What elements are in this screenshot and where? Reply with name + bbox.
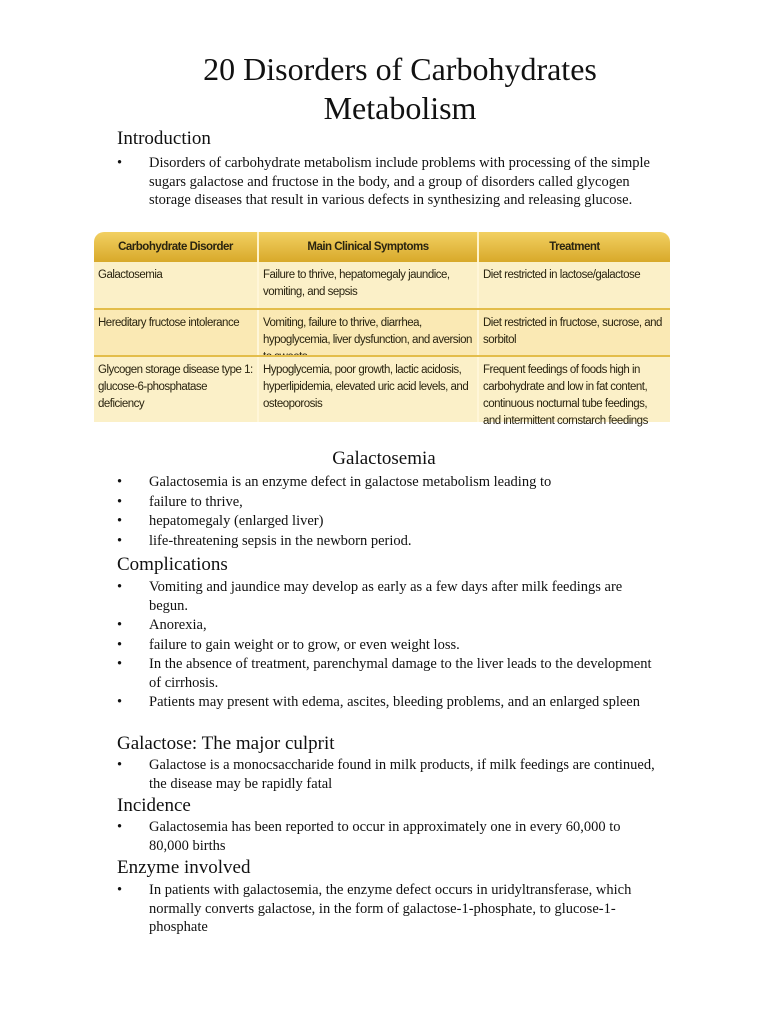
bullet-icon: • [117, 579, 123, 595]
list-item: • Galactose is a monocsaccharide found in milk products, if milk feedings are continued, the disease may be rapidly fatal [117, 757, 655, 792]
list-item: • Disorders of carbohydrate metabolism include problems with processing of the simple sugars galactose and fructose in the body, and a group of disorders called glycogen storage diseases that result in various defects in synthesizing and releasing glucose. [117, 155, 650, 208]
bullet-icon: • [117, 882, 123, 898]
table-cell: Frequent feedings of foods high in carbohydrate and low in fat content, continuous nocturnal tube feedings, and intermittent cornstarch feedings [483, 364, 648, 427]
table-cell: Galactosemia [94, 262, 259, 308]
bullet-icon: • [117, 532, 123, 549]
bullet-icon: • [117, 155, 123, 171]
incidence-list [117, 818, 662, 856]
list-item: • failure to gain weight or to grow, or even weight loss. [117, 636, 460, 653]
list-item: • Anorexia, [117, 617, 207, 633]
bullet-icon: • [117, 493, 123, 510]
table-cell: Diet restricted in lactose/galactose [483, 269, 641, 281]
list-item: • failure to thrive, [117, 493, 243, 510]
galactosemia-heading: Galactosemia [332, 448, 436, 469]
complications-list [117, 578, 662, 713]
bullet-icon: • [117, 636, 123, 653]
table-row [94, 357, 670, 427]
table-cell: Vomiting, failure to thrive, diarrhea, hypoglycemia, liver dysfunction, and aversion [259, 310, 479, 355]
introduction-list [117, 154, 662, 211]
table-header-row [94, 232, 670, 262]
table-row [94, 262, 670, 308]
table-header-symptoms: Main Clinical Symptoms [259, 232, 479, 262]
enzyme-heading: Enzyme involved [117, 857, 251, 878]
list-item: • Galactosemia is an enzyme defect in galactose metabolism leading to [117, 474, 552, 490]
table-cell: Diet restricted in fructose, sucrose, and sorbitol [483, 317, 662, 346]
list-item: • life-threatening sepsis in the newborn period. [117, 532, 412, 549]
table-cell: Hypoglycemia, poor growth, lactic acidosis, hyperlipidemia, elevated uric acid levels, and osteoporosis [259, 357, 479, 422]
bullet-icon: • [117, 656, 123, 672]
bullet-icon: • [117, 474, 123, 490]
introduction-heading: Introduction [117, 128, 211, 149]
table-header-disorder: Carbohydrate Disorder [94, 232, 259, 262]
culprit-heading: Galactose: The major culprit [117, 733, 335, 754]
galactosemia-list [117, 473, 662, 551]
table-cell: Hereditary fructose intolerance [94, 310, 259, 355]
culprit-list [117, 756, 662, 794]
bullet-icon: • [117, 757, 123, 773]
bullet-icon: • [117, 617, 123, 633]
list-item: • In the absence of treatment, parenchymal damage to the liver leads to the development of cirrhosis. [117, 656, 652, 691]
bullet-icon: • [117, 819, 123, 835]
bullet-icon: • [117, 694, 123, 710]
list-item: • Patients may present with edema, ascites, bleeding problems, and an enlarged spleen [117, 694, 640, 710]
table-cell: Glycogen storage disease type 1: glucose-6-phosphatase deficiency [94, 357, 259, 422]
document-title: 20 Disorders of Carbohydrates Metabolism [203, 51, 597, 126]
list-item: • hepatomegaly (enlarged liver) [117, 513, 324, 529]
list-item: • In patients with galactosemia, the enzyme defect occurs in uridyltransferase, which normally converts galactose, in the form of galactose-1-phosphate, to glucose-1-phosphate [117, 882, 632, 935]
table-row [94, 310, 670, 355]
enzyme-list [117, 881, 662, 938]
list-item: • Galactosemia has been reported to occur in approximately one in every 60,000 to 80,000 births [117, 819, 621, 854]
complications-heading: Complications [117, 554, 228, 575]
table-header-treatment: Treatment [549, 241, 600, 253]
carbohydrate-disorders-table [94, 232, 670, 427]
list-item: • Vomiting and jaundice may develop as early as a few days after milk feedings are begun. [117, 579, 623, 614]
bullet-icon: • [117, 513, 123, 529]
incidence-heading: Incidence [117, 795, 191, 816]
table-cell: Failure to thrive, hepatomegaly jaundice, vomiting, and sepsis [259, 262, 479, 308]
